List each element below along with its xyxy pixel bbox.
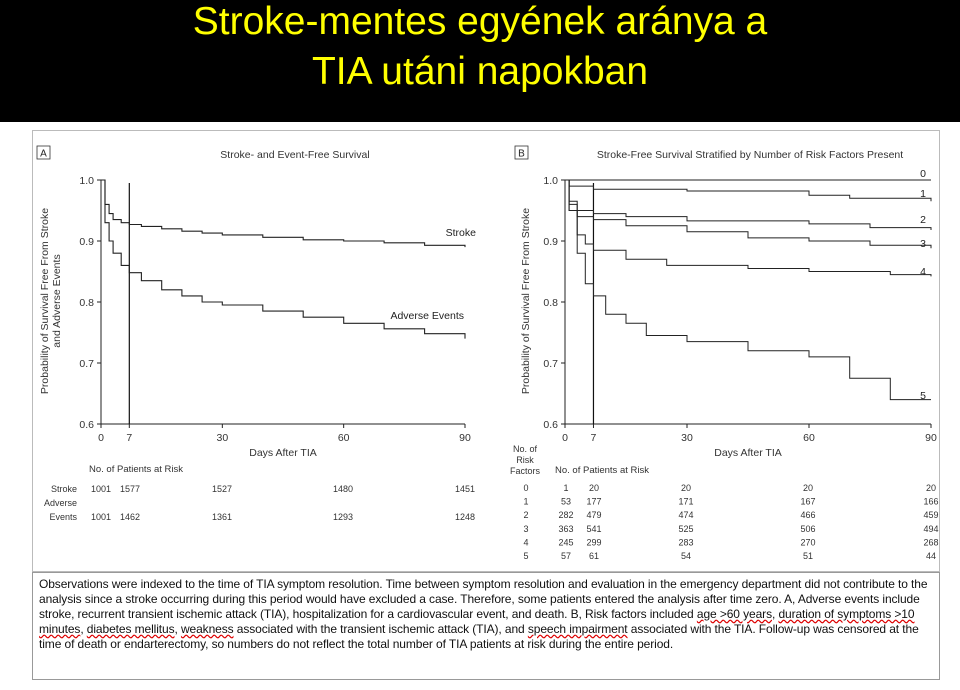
panel-B-series-4	[565, 180, 931, 276]
panel-B-series-label: 1	[920, 188, 926, 200]
slide-title-line-2: TIA utáni napokban	[311, 50, 649, 93]
panel-B-at-risk-cell: 166	[923, 496, 939, 507]
panel-B-at-risk-header: No. of Patients at Risk	[555, 465, 649, 476]
kaplan-meier-figure	[33, 131, 939, 571]
panel-A-letter: A	[40, 148, 47, 160]
panel-B-at-risk-cell: 167	[800, 496, 816, 507]
panel-B-at-risk-cell: 494	[923, 523, 939, 534]
panel-B-x-tick-label: 60	[803, 432, 815, 444]
panel-B-at-risk-cell: 1	[563, 483, 569, 493]
panel-B-title: Stroke-Free Survival Stratified by Number of Risk Factors Present	[596, 149, 904, 161]
panel-A-at-risk-row-label: Adverse	[43, 498, 77, 508]
panel-B-x-tick-label: 90	[925, 432, 937, 444]
panel-B-at-risk-cell: 4	[523, 537, 529, 548]
panel-B-series-label: 4	[920, 266, 926, 278]
panel-A-at-risk-cell: 1361	[211, 512, 233, 522]
panel-B-y-tick-label: 0.8	[543, 297, 558, 309]
slide-title-line-1: Stroke-mentes egyének aránya a	[192, 0, 768, 43]
caption-text-4: ,	[174, 622, 181, 636]
panel-B-at-risk-cell: 57	[560, 551, 572, 561]
panel-A-at-risk-cell: 1248	[454, 512, 476, 522]
panel-A-at-risk-cell: 1462	[119, 512, 141, 522]
panel-B-y-tick-label: 0.7	[543, 358, 558, 370]
panel-B-at-risk-cell: 245	[558, 537, 574, 548]
panel-B-at-risk-cell: 466	[800, 510, 816, 521]
panel-B-at-risk-cell: 2	[523, 510, 529, 521]
panel-A-at-risk-row-label: Stroke	[50, 484, 77, 494]
panel-A-series-stroke	[101, 180, 465, 247]
panel-A-at-risk-cell: 1577	[119, 484, 141, 494]
caption-risk-duration: duration of symptoms >10 minutes	[39, 607, 915, 636]
caption-text-2: ,	[771, 607, 779, 621]
panel-A-x-tick-label: 90	[459, 432, 471, 444]
panel-A-x-tick-label: 60	[337, 432, 350, 444]
panel-B-at-risk-cell: 0	[523, 483, 529, 493]
panel-B-at-risk-cell: 20	[925, 483, 937, 493]
panel-A-at-risk-cell: 1480	[332, 484, 354, 494]
caption-text-1: Observations were indexed to the time of TIA symptom resolution. Time between symptom resolution and evaluation in the emergency department did not contribute to the analysis since a stroke occurring during this period would have excluded a case. Therefore, some patients entered the analysis after time zero. A, Adverse events include stroke, recurrent transient ischemic attack (TIA), hospitalization for a cardiovascular event, and death. B, Risk factors included	[39, 577, 928, 621]
panel-B-at-risk-cell: 3	[523, 523, 529, 534]
caption-text-6: associated with the TIA. Follow-up was censored at the time of death or endarterectomy, so numbers do not reflect the total number of TIA patients at risk during the entire period.	[39, 622, 919, 651]
panel-B-y-tick-label: 1.0	[543, 175, 558, 187]
panel-B-at-risk-cell: 299	[586, 537, 602, 548]
panel-B-series-5	[565, 180, 931, 400]
panel-B-letter: B	[518, 148, 525, 160]
panel-B-at-risk-cell: 20	[680, 483, 692, 493]
panel-A-series-label: Stroke	[445, 227, 476, 239]
panel-B-at-risk-cell: 459	[923, 510, 939, 521]
panel-B-at-risk-cell: 54	[680, 551, 692, 561]
panel-B-y-axis-label: Probability of Survival Free From Stroke	[520, 207, 532, 395]
panel-A-x-tick-label: 7	[126, 432, 133, 444]
panel-B-x-axis-label: Days After TIA	[714, 447, 782, 459]
panel-B-at-risk-cell: 479	[586, 510, 602, 521]
caption-text-5: associated with the transient ischemic attack (TIA), and	[233, 622, 528, 636]
panel-B-risk-factors-label: No. of	[512, 444, 538, 454]
panel-A-y-tick-label: 0.8	[79, 297, 94, 309]
panel-B-at-risk-cell: 20	[802, 483, 814, 493]
panel-A-y-tick-label: 1.0	[79, 175, 94, 187]
panel-A-x-axis-label: Days After TIA	[249, 447, 317, 459]
panel-A-at-risk-cell: 1293	[332, 512, 354, 522]
panel-B-at-risk-cell: 177	[586, 496, 602, 507]
panel-A-at-risk-cell: 1001	[90, 512, 112, 522]
slide-content	[0, 122, 960, 690]
panel-B-series-label: 3	[920, 238, 926, 250]
figure-caption	[32, 572, 940, 680]
caption-risk-diabetes: diabetes mellitus	[86, 622, 175, 636]
panel-B-y-tick-label: 0.6	[543, 419, 558, 431]
caption-risk-age: age >60 years	[696, 607, 772, 621]
panel-B-x-tick-label: 0	[562, 432, 568, 444]
panel-B-at-risk-cell: 363	[558, 523, 574, 534]
caption-risk-speech: speech impairment	[527, 622, 628, 636]
panel-B-at-risk-cell: 506	[800, 523, 816, 534]
panel-B-at-risk-cell: 20	[588, 483, 600, 493]
panel-B-at-risk-cell: 283	[678, 537, 694, 548]
panel-B-series-label: 0	[920, 168, 926, 180]
figure-frame	[32, 130, 940, 572]
panel-B-at-risk-cell: 541	[586, 523, 602, 534]
panel-A-y-tick-label: 0.6	[79, 419, 94, 431]
panel-B-risk-factors-label: Factors	[509, 466, 541, 476]
panel-B-series-label: 5	[920, 390, 926, 402]
panel-A-series-label: Adverse Events	[390, 310, 464, 322]
panel-B-x-tick-label: 30	[681, 432, 693, 444]
panel-B-at-risk-cell: 1	[523, 496, 529, 507]
panel-B-series-3	[565, 180, 931, 248]
panel-A-y-axis-label: and Adverse Events	[51, 254, 63, 348]
caption-risk-weakness: weakness	[180, 622, 234, 636]
panel-B-at-risk-cell: 270	[800, 537, 816, 548]
panel-B-at-risk-cell: 53	[560, 496, 572, 507]
panel-B-at-risk-cell: 61	[588, 551, 600, 561]
panel-A-at-risk-cell: 1527	[211, 484, 233, 494]
panel-A-x-tick-label: 0	[98, 432, 104, 444]
panel-B-at-risk-cell: 171	[678, 496, 694, 507]
caption-text-3: ,	[80, 622, 87, 636]
panel-B-at-risk-cell: 282	[558, 510, 574, 521]
panel-B-at-risk-cell: 51	[802, 551, 814, 561]
panel-B-series-1	[565, 180, 931, 201]
panel-A-x-tick-label: 30	[216, 432, 229, 444]
panel-A-at-risk-row-label: Events	[49, 512, 77, 522]
panel-A-y-axis-label: Probability of Survival Free From Stroke	[39, 207, 51, 395]
panel-B-at-risk-cell: 474	[678, 510, 694, 521]
panel-B-series-2	[565, 180, 931, 230]
panel-B-at-risk-cell: 268	[923, 537, 939, 548]
panel-B-at-risk-cell: 525	[678, 523, 694, 534]
panel-B-series-label: 2	[920, 214, 926, 226]
panel-B-at-risk-cell: 44	[925, 551, 937, 561]
panel-B-y-tick-label: 0.9	[543, 236, 558, 248]
panel-A-y-tick-label: 0.7	[79, 358, 94, 370]
slide-title-bar	[0, 0, 960, 122]
panel-B-risk-factors-label: Risk	[516, 455, 534, 465]
panel-B-at-risk-cell: 5	[523, 551, 529, 561]
panel-A-y-tick-label: 0.9	[79, 236, 94, 248]
panel-B-x-tick-label: 7	[590, 432, 597, 444]
panel-A-at-risk-cell: 1451	[454, 484, 476, 494]
panel-A-at-risk-header: No. of Patients at Risk	[89, 464, 183, 475]
panel-A-at-risk-cell: 1001	[90, 484, 112, 494]
panel-A-title: Stroke- and Event-Free Survival	[220, 149, 370, 161]
